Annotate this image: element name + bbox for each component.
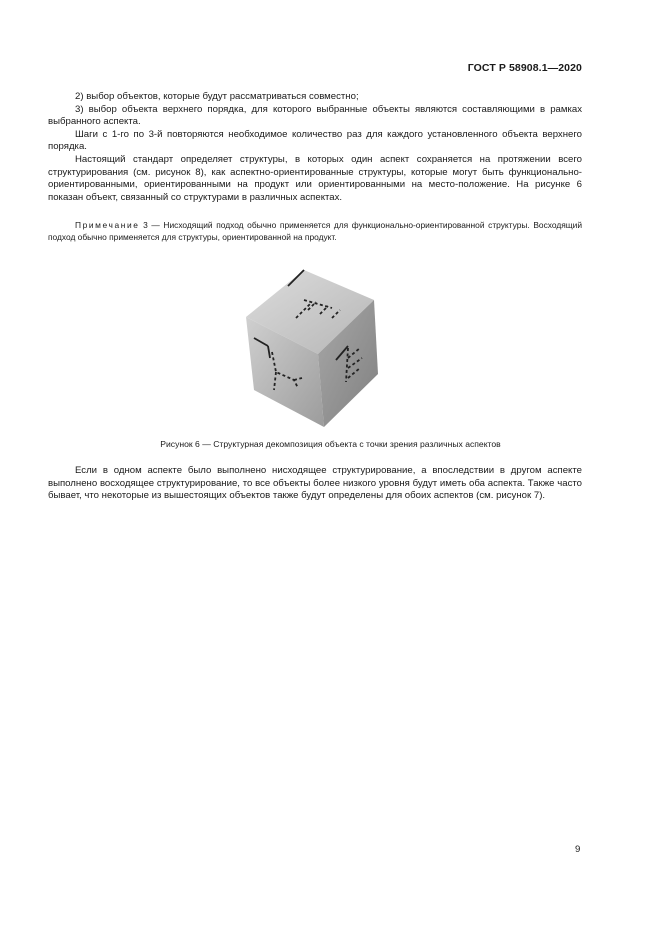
note-text: 3 — Нисходящий подход обычно применяется для функционально-ориентированной структуры. Восходящий подход обычно применяется для структуры, ориентированной на продукт. [48,220,583,242]
paragraph-steps-repeat: Шаги с 1-го по 3-й повторяются необходимое количество раз для каждого установленного объекта верхнего порядка. [48,128,582,153]
figure-caption: Рисунок 6 — Структурная декомпозиция объекта с точки зрения различных аспектов [160,439,501,449]
body-text-top [48,91,582,204]
paragraph-step-2: 2) выбор объектов, которые будут рассматриваться совместно; [75,91,359,102]
note-label: Примечание [75,220,140,230]
paragraph-step-3: 3) выбор объекта верхнего порядка, для которого выбранные объекты являются составляющими в рамках выбранного аспекта. [48,103,582,128]
figure-cube [236,262,386,432]
paragraph-structures: Настоящий стандарт определяет структуры, в которых один аспект сохраняется на протяжении всего структурирования (см. рисунок 8), как аспектно-ориентированные структуры, которые могут быть функционально-ориентированными, ориентированными на продукт или ориентированными на место-положение. На рисунке 6 показан объект, связанный со структурами в различных аспектах. [48,153,582,203]
note [48,219,582,243]
page-number: 9 [575,844,581,855]
body-text-bottom [48,465,582,503]
paragraph-aspects: Если в одном аспекте было выполнено нисходящее структурирование, а впоследствии в другом аспекте выполнено восходящее структурирование, то все объекты более низкого уровня будут иметь оба аспекта. Также часто бывает, что некоторые из вышестоящих объектов также будут определены для обоих аспектов (см. рисунок 7). [48,465,582,502]
document-header: ГОСТ Р 58908.1—2020 [467,62,582,74]
